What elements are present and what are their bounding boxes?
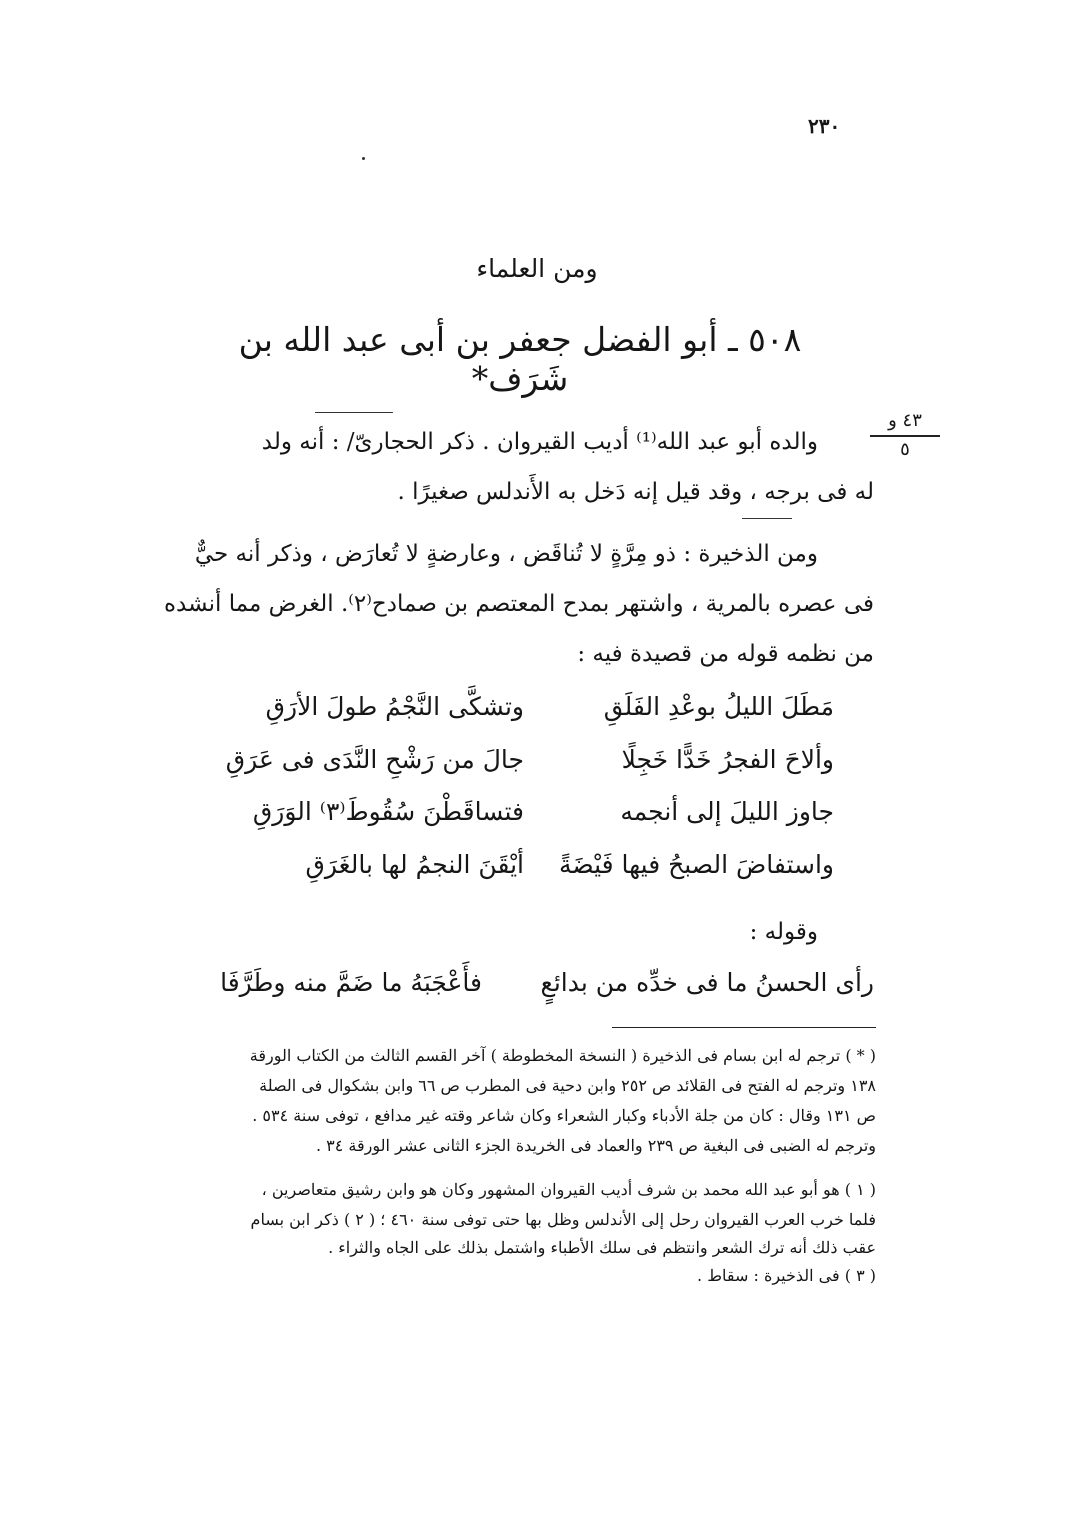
overline-mark — [315, 412, 393, 413]
footnote-line: عقب ذلك أنه ترك الشعر وانتظم فى سلك الأطباء واشتمل بذلك على الجاه والثراء . — [328, 1238, 876, 1257]
footnote-line: فلما خرب العرب القيروان رحل إلى الأندلس وظل بها حتى توفى سنة ٤٦٠ ؛ ( ٢ ) ذكر ابن بسام — [250, 1210, 876, 1229]
footnote-line: ( ١ ) هو أبو عبد الله محمد بن شرف أديب القيروان المشهور وكان هو وابن رشيق متعاصرين ، — [261, 1180, 876, 1199]
verse-second-hemistich: أيْقَنَ النجمُ لها بالغَرَقِ — [305, 850, 524, 879]
body-line: فى عصره بالمرية ، واشتهر بمدح المعتصم بن صمادح⁽٢⁾. الغرض مما أنشده — [163, 591, 874, 617]
margin-reference-folio: ٤٣ و — [870, 410, 940, 437]
footnote-line: ( ٣ ) فى الذخيرة : سقاط . — [697, 1266, 876, 1285]
verse-first-hemistich: واستفاضَ الصبحُ فيها فَيْضَةً — [559, 850, 834, 879]
entry-heading: ٥٠٨ ـ أبو الفضل جعفر بن أبى عبد الله بن شَرَف* — [238, 320, 802, 398]
footnote-line: وترجم له الضبى فى البغية ص ٢٣٩ والعماد فى الخريدة الجزء الثانى عشر الورقة ٣٤ . — [315, 1136, 876, 1155]
margin-reference — [870, 410, 940, 460]
verse-second-hemistich: وتشكَّى النَّجْمُ طولَ الأرَقِ — [265, 692, 524, 721]
verse-second-hemistich: جالَ من رَشْحِ النَّدَى فى عَرَقِ — [225, 745, 524, 774]
verse-first-hemistich: جاوز الليلَ إلى أنجمه — [620, 797, 834, 826]
footnote-line: ص ١٣١ وقال : كان من جلة الأدباء وكبار الشعراء وكان شاعر وقته غير مدافع ، توفى سنة ٥٣٤ . — [252, 1106, 876, 1125]
section-heading: ومن العلماء — [476, 254, 598, 283]
poem-verse — [240, 850, 834, 890]
body-line: ومن الذخيرة : ذو مِرَّةٍ لا تُناقَض ، وعارضةٍ لا تُعارَض ، وذكر أنه حيٌّ — [194, 541, 818, 567]
body-line: والده أبو عبد الله⁽¹⁾ أديب القيروان . ذكر الحجارىّ/ : أنه ولد — [261, 429, 818, 455]
poem-verse — [225, 745, 834, 785]
verse-intro: وقوله : — [749, 919, 818, 945]
body-line: له فى برجه ، وقد قيل إنه دَخل به الأَندلس صغيرًا . — [397, 479, 874, 505]
underline-mark — [742, 518, 792, 519]
body-line: من نظمه قوله من قصيدة فيه : — [577, 641, 874, 667]
print-speck — [362, 157, 365, 160]
margin-reference-number: ٥ — [900, 439, 910, 460]
footnote-line: ( * ) ترجم له ابن بسام فى الذخيرة ( النسخة المخطوطة ) آخر القسم الثالث من الكتاب الورقة — [249, 1046, 876, 1065]
verse-second-hemistich: فتساقَطْنَ سُقُوطَ⁽٣⁾ الوَرَقِ — [252, 797, 524, 826]
poem-verse — [240, 797, 834, 837]
verse-first-hemistich: مَطَلَ الليلُ بوعْدِ الفَلَقِ — [603, 692, 834, 721]
verse-first-hemistich: وألاحَ الفجرُ خَدًّا خَجِلًا — [621, 745, 834, 774]
page-number: ٢٣٠ — [808, 114, 841, 138]
verse-first-hemistich: رأى الحسنُ ما فى خدِّه من بدائعٍ — [540, 968, 874, 997]
poem-verse — [190, 968, 874, 1012]
footnote-rule — [612, 1027, 876, 1028]
verse-second-hemistich: فأَعْجَبَهُ ما ضَمَّ منه وطَرَّفَا — [220, 968, 482, 997]
poem-verse — [240, 692, 834, 732]
footnote-line: ١٣٨ وترجم له الفتح فى القلائد ص ٢٥٢ وابن دحية فى المطرب ص ٦٦ وابن بشكوال فى الصلة — [259, 1076, 876, 1095]
